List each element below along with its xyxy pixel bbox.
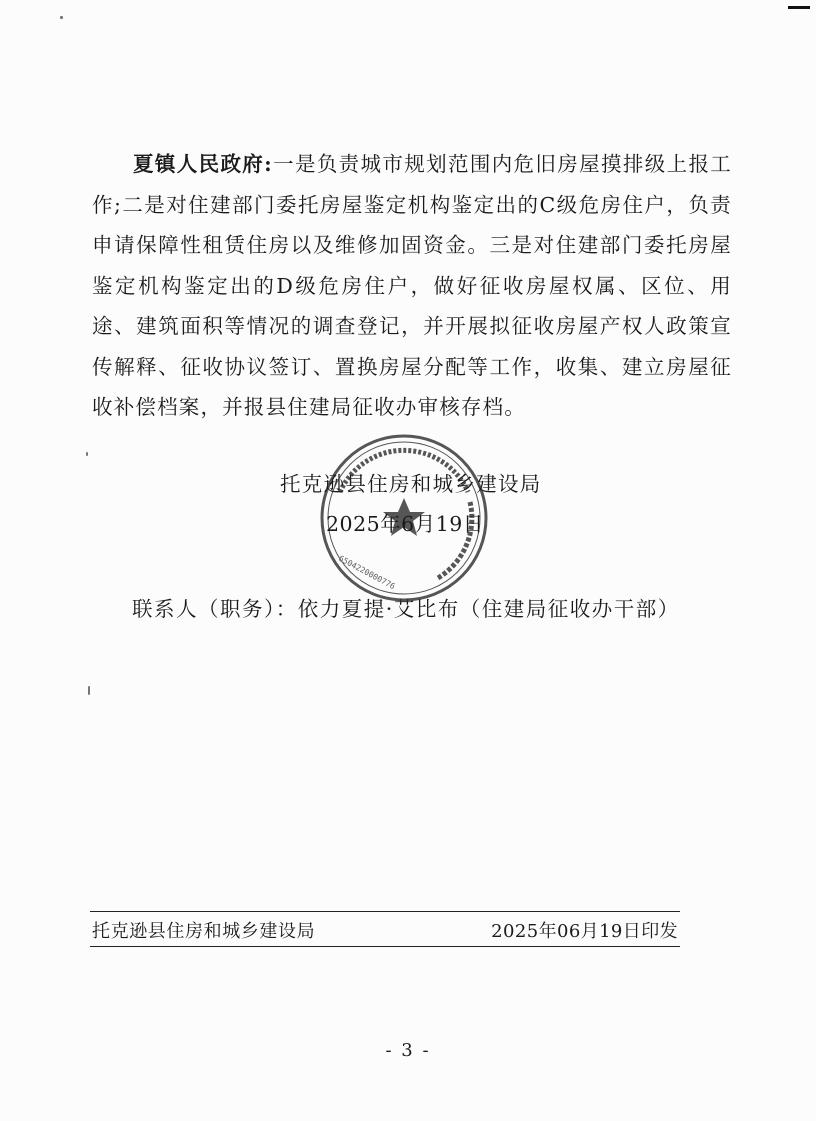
scan-speck (86, 452, 88, 456)
body-lead-text: 夏镇人民政府: (133, 152, 273, 176)
scan-corner-mark (788, 6, 810, 9)
signature-organization: 托克逊县住房和城乡建设局 (280, 472, 542, 496)
body-main-text: 一是负责城市规划范围内危旧房屋摸排级上报工作;二是对住建部门委托房屋鉴定机构鉴定出的C级危房住户，负责申请保障性租赁住房以及维修加固资金。三是对住建部门委托房屋鉴定机构鉴定出的D级危房住户，做好征收房屋权属、区位、用途、建筑面积等情况的调查登记，并开展拟征收房屋产权人政策宣传解释、征收协议签订、置换房屋分配等工作，收集、建立房屋征收补偿档案，并报县住建局征收办审核存档。 (92, 152, 733, 419)
signature-date: 2025年6月19日 (326, 512, 484, 536)
signature-block (0, 462, 816, 602)
footer-organization: 托克逊县住房和城乡建设局 (92, 921, 316, 942)
footer-rule-top (90, 911, 680, 912)
body-paragraph (92, 144, 732, 428)
scan-speck (88, 686, 90, 695)
page-number: - 3 - (385, 1040, 431, 1061)
seal-serial: 6504220000776 (337, 553, 397, 592)
scan-speck (60, 16, 63, 19)
footer-print-date: 2025年06月19日印发 (491, 921, 678, 942)
footer-rule-bottom (90, 946, 680, 947)
contact-person: 联系人（职务）：依力夏提·艾比布（住建局征收办干部） (132, 597, 680, 621)
